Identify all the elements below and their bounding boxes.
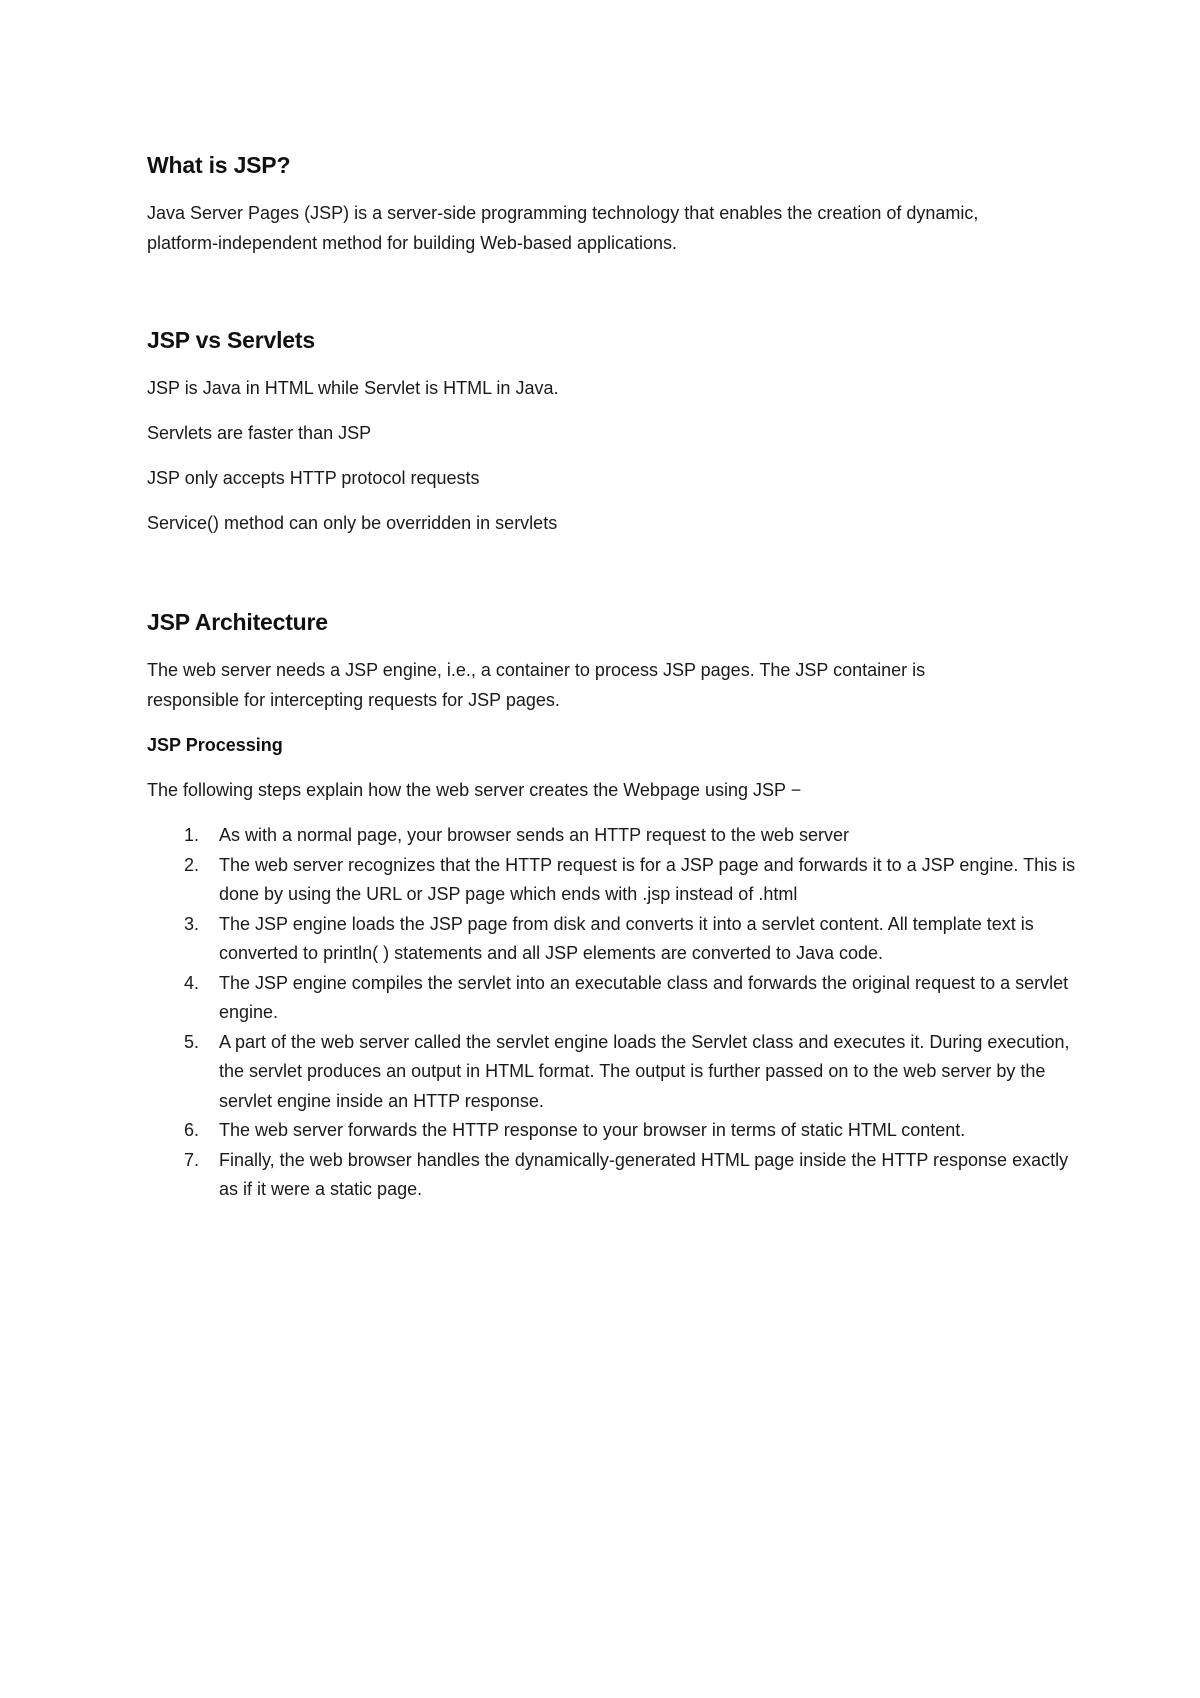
list-item-text: The web server recognizes that the HTTP request is for a JSP page and forwards it to a JSP engine. This is done by using the URL or JSP page which ends with .jsp instead of .html: [219, 854, 1076, 904]
paragraph-comparison-4: Service() method can only be overridden in servlets: [147, 513, 558, 533]
paragraph-comparison-2: Servlets are faster than JSP: [147, 423, 372, 443]
list-item-number: 6.: [184, 1120, 200, 1140]
paragraph-comparison-3: JSP only accepts HTTP protocol requests: [147, 468, 480, 488]
paragraph-steps-intro: The following steps explain how the web server creates the Webpage using JSP −: [147, 780, 802, 800]
processing-steps-list: [147, 821, 1077, 1205]
heading-jsp-architecture: JSP Architecture: [147, 609, 328, 635]
heading-what-is-jsp: What is JSP?: [147, 152, 291, 178]
list-item: [147, 910, 1077, 969]
list-item-text: A part of the web server called the servlet engine loads the Servlet class and executes it. During execution, the servlet produces an output in HTML format. The output is further passed on to the web server by the servlet engine inside an HTTP response.: [219, 1031, 1070, 1111]
list-item-number: 7.: [184, 1149, 200, 1170]
list-item: [147, 821, 1077, 851]
list-item-number: 2.: [184, 854, 200, 875]
list-item: [147, 969, 1077, 1028]
heading-jsp-vs-servlets: JSP vs Servlets: [147, 327, 315, 353]
list-item-text: The JSP engine loads the JSP page from disk and converts it into a servlet content. All template text is converted to println( ) statements and all JSP elements are converted to Java code.: [219, 913, 1034, 963]
list-item: [147, 851, 1077, 910]
list-item: [147, 1146, 1077, 1205]
list-item-text: The JSP engine compiles the servlet into an executable class and forwards the original request to a servlet engine.: [219, 972, 1069, 1022]
paragraph-jsp-definition: Java Server Pages (JSP) is a server-side programming technology that enables the creation of dynamic, platform-independent method for building Web-based applications.: [147, 203, 979, 253]
list-item-text: As with a normal page, your browser sends an HTTP request to the web server: [219, 825, 849, 845]
list-item: [147, 1028, 1077, 1117]
list-item-number: 1.: [184, 825, 200, 845]
list-item-number: 5.: [184, 1031, 200, 1052]
list-item-text: The web server forwards the HTTP response to your browser in terms of static HTML content.: [219, 1120, 966, 1140]
paragraph-architecture: The web server needs a JSP engine, i.e., a container to process JSP pages. The JSP container is responsible for intercepting requests for JSP pages.: [147, 660, 926, 710]
subheading-jsp-processing: JSP Processing: [147, 735, 283, 755]
list-item: [147, 1116, 1077, 1146]
list-item-number: 4.: [184, 972, 200, 993]
list-item-number: 3.: [184, 913, 200, 934]
paragraph-comparison-1: JSP is Java in HTML while Servlet is HTML in Java.: [147, 378, 559, 398]
list-item-text: Finally, the web browser handles the dynamically-generated HTML page inside the HTTP response exactly as if it were a static page.: [219, 1149, 1069, 1199]
